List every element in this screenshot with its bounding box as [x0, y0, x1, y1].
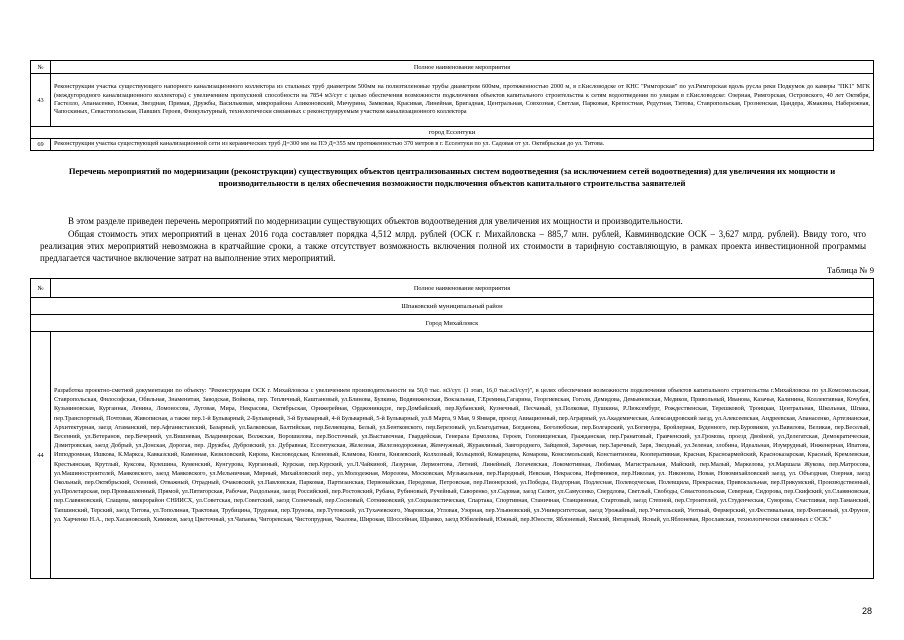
- row-number: 43: [31, 74, 51, 127]
- header-title: Полное наименование мероприятия: [51, 279, 874, 298]
- paragraph-intro: В этом разделе приведен перечень мероприятий по модернизации существующих объектов водоотведения для увеличения их мощности и производительности.: [68, 216, 683, 226]
- row-text: Разработка проектно-сметной документации по объекту: "Реконструкция ОСК г. Михайловска с увеличением производительности на 50,0 тыс. м3/сут. (1 этап, 16,0 тыс.м3/сут)", в целях обеспечения возможности подключения объектов капитального строительства г.Михайловска по ул.Комсомольская, Ставропольская, Философская, Обильная, Знаменитая, Заводская, Войкова, пер. Тепличный, Каштановый, ул.Блинова, Булкина, Водяниженская, Вокзальная, Г.Еремина,Гагарина, Георгиевская, Гоголя, Демидова, Демьяновская, Медиков, Привольный, Иванова, Казачья, Калинина, Коллективная, Кочубея, Кузьминовская, Курганная, Ленина, Ломоносова, Луговая, Мира, Некрасова, Октябрьская, Орижерейная, Орджоникидзе, пер.Домбайский, пер.Кубанский, Кузнечный, Песчаный, ул.Полковая, Пушкина, Р.Люксембург, Рождественская, Терешковой, Троицкая, Центральная, Школьная, Шпака, пер.Транспортный, Почтовая, Живописная, а также пер.1-й Бульварный, 2-Бульварный, 3-й Бульварный, 4-й Бульварный, 5-й Бульварный, ул.8 Марта, 9 Мая, 9 Января, проезд Авиационный, пер.Аграрный, ул.Академическая, Александровский заезд, ул.Алексеевская, Андреевская, Апанасенко, Артезианская, Архитектурная, заезд Атаманский, пер.Афганистанский, Базарный, ул.Балковская, Балтийская, пер.Беляевцева, Белый, ул.Бентковского, пер.Березовый, ул.Благодатная, Богданова, Боголюбская, пер.Болгарский, ул.Богинура, Бройлерная, Буденного, пер.Буровиков, ул.Вавилова, Великая, пер.Веселый, Весенний, ул.Ветеранов, пер.Вечерний, ул.Вишневая, Владимирская, Волжская, Ворошилова, пер.Восточный, ул.Выставочная, Гвардейская, Генерала Ермолова, Героев, Головищенская, Гражданская, пер.Гранатовый, Гравченский, ул.Громова, проезд Двойной, ул.Делегатская, Демократическая, Дзмитровская, заезд Добрый, ул.Донская, Дорогая, пер. Дружбы, Дубровский, ул. Дубравная, Ессентукская, Железная, Железнодорожная, Жемчужный, Журавлиный, Завгороднего, Зайцевой, Заречная, пер.Заречный, Заря, Звездный, ул.Зеленая, злобина, Идеальная, Изумрудный, Инженерная, Ипатова, Ипподромная, Ишкова, К.Маркса, Кавказский, Каменная, Кизиловский, Кирова, Кисловодская, Кленовый, Климова, Книги, Князевский, Колхозный, Кольцевой, Комарецева, Комарова, Комсомольский, Константинова, Кооперативная, Красная, Красноармейский, Красноказарская, Красный, Кремлевская, Крестьянская, Крутлый, Куксова, Кулешина, Куменский, Кунгурова, Курганный, Курская, пер.Курский, ул.Л.Чайкиной, Лазурная, Лермонтова, Летний, Линейный, Логачевская, Локомотивная, Любимая, Магистральная, Майский, пер.Малый, Маркелова, ул.Маршала Жукова, пер.Матросова, ул.Машиностроителей, Маяковского, заезд Маяковского, ул.Мельничная, Мирный, Михайловский пер., ул.Молодежная, Морозова, Московская, Музыкальная, пер.Народный, Невская, Некрасова, Нефтяников, пер.Николая, ул. Никонова, Новая, Новомихайловский заезд, ул. Объездная, Озерная, заезд Окольный, пер.Октябрьский, Осенний, Отважный, Отрадный, Очаковский, ул.Павловская, Парковая, Партизанская, Первомайская, Передовая, Петровская, пер.Пионерский, ул.Победы, Подгорная, Подлесная, Полеводческая, Полевщила, Прекрасная, Привокзальная, пер.Прикумский, Производственный, ул.Пролетарская, пер.Промышленный, Прямой, ул.Пятигорская, Рабочая, Раздольная, заезд Российский, пер.Ростовский, Рубана, Рубиновый, Ручейный, Саворенко, ул.Садовая, заезд Салют, ул.Самусенко, Свердлова, Светлый, Свободы, Севастопольская, Северная, Сидорова, пер.Скифский, ул.Славяновская, пер.Славяновский, Слащева, микрорайон СНИИСХ, ул.Советская, пер.Советский, заезд Солнечный, пер.Сосновый, Сотниковский, ул.Социалистическая, Спартака, Спортивная, Станичная, Станционная, Стартовый, заезд Степной, пер.Строителей, ул.Студенческая, Суворова, Счастливая, пер.Таманский, Тапшинский, Терский, заезд Титова, ул.Тополиная, Трактовая, Трубицина, Трудовая, пер.Трунова, пер.Тутовский, ул.Тухачевского, Уваровская, Угловая, Узорная, пер.Ульяновский, ул.Университетская, заезд Урожайный, пер.Учительский, Уютный, Фермерский, ул.Фестивальная, пер.Фонтанный, ул.Фрунзе, ул. Харченко Н.А., пер.Хасановский, Химиков, заезд Цветочный, ул.Чапаева, Чигоревская, Чистопрудная, Чкалова, Широкая, Шоссейная, Шрамко, заезд Юбилейный, Южный, пер.Юности, Яблоневый, Ямский, Янтарный, Ясный, ул.Яблоневая, Ярославская, технологически связанных с ОСК.": [51, 332, 874, 579]
- table-row: [31, 139, 874, 151]
- row-text: Реконструкция участка существующего напорного канализационного коллектора из стальных труб диаметром 500мм на полиэтиленовые трубы диаметром 600мм, протяженностью 2000 м, в г.Кисловодске от КНС "Римгорская" по ул.Римгорская вдоль русла реки Подкумок до камеры "ПК1" МГК (междугородного канализационного коллектора) с увеличением пропускной способности на 7854 м3/сут с целью обеспечения возможности подключения объектов капитального строительства к сетям водоотведения по улицам в г.Кисловодске: Озерная, Римгорская, Островского, 40 лет Октября, Гастелло, Апанасенко, Южная, Звездная, Примая, Дружбы, Васильковая, микрорайона Аликоновский, Мичурина, Замковая, Красивая, Линейная, Бригадная, Центральная, Совхозная, Светлая, Парковая, Крепостная, Редутная, Титова, Ставропольская, Грозненская, Цандера, Жмакина, Набережная, Чапоскиных, Севастопольская, Павших Героев, Физкультурный, технологически связанных с реконструируемым участком канализационного коллектора: [51, 74, 874, 127]
- table-row: [31, 332, 874, 579]
- activities-table-continued: [30, 60, 874, 151]
- table-row: [31, 74, 874, 127]
- page-number: 28: [861, 606, 872, 616]
- table-header-row: [31, 279, 874, 298]
- paragraph-cost: Общая стоимость этих мероприятий в ценах 2016 года составляет порядка 4,512 млрд. рублей (ОСК г. Михайловска – 885,7 млн. рублей, Кавминводские ОСК – 3,627 млрд. рублей). Ввиду того, что реализация этих мероприятий невозможна в кратчайшие сроки, а также отсутствует возможность включения полной их стоимости в тарифную составляющую, в рамках проекта инвестиционной программы предлагается частичное включение затрат на выполнение этих мероприятий.: [40, 229, 866, 263]
- row-number: 69: [31, 139, 51, 151]
- table-header-row: [31, 61, 874, 74]
- district-section-row: [31, 298, 874, 315]
- section-caption: Перечень мероприятий по модернизации (реконструкции) существующих объектов централизованных систем водоотведения (за исключением сетей водоотведения) для увеличения их мощности и производительности в целях обеспечения возможности подключения объектов капитального строительства заявителей: [68, 166, 836, 188]
- table-number-label: Таблица № 9: [826, 265, 874, 275]
- header-number: №: [31, 279, 51, 298]
- city-name: город Ессентуки: [31, 127, 874, 139]
- header-number: №: [31, 61, 51, 74]
- city-name: Город Михайловск: [31, 315, 874, 332]
- header-title: Полное наименование мероприятия: [51, 61, 874, 74]
- activities-table-9: [30, 278, 874, 579]
- city-section-row: [31, 127, 874, 139]
- city-section-row: [31, 315, 874, 332]
- district-name: Шпаковский муниципальный район: [31, 298, 874, 315]
- row-text: Реконструкция участка существующей канализационной сети из керамических труб Д=300 мм на ПЭ Д=355 мм протяженностью 370 метров в г. Ессентуки по ул. Садовая от ул. Октябрьская до ул. Титова.: [51, 139, 874, 151]
- row-number: 44: [31, 332, 51, 579]
